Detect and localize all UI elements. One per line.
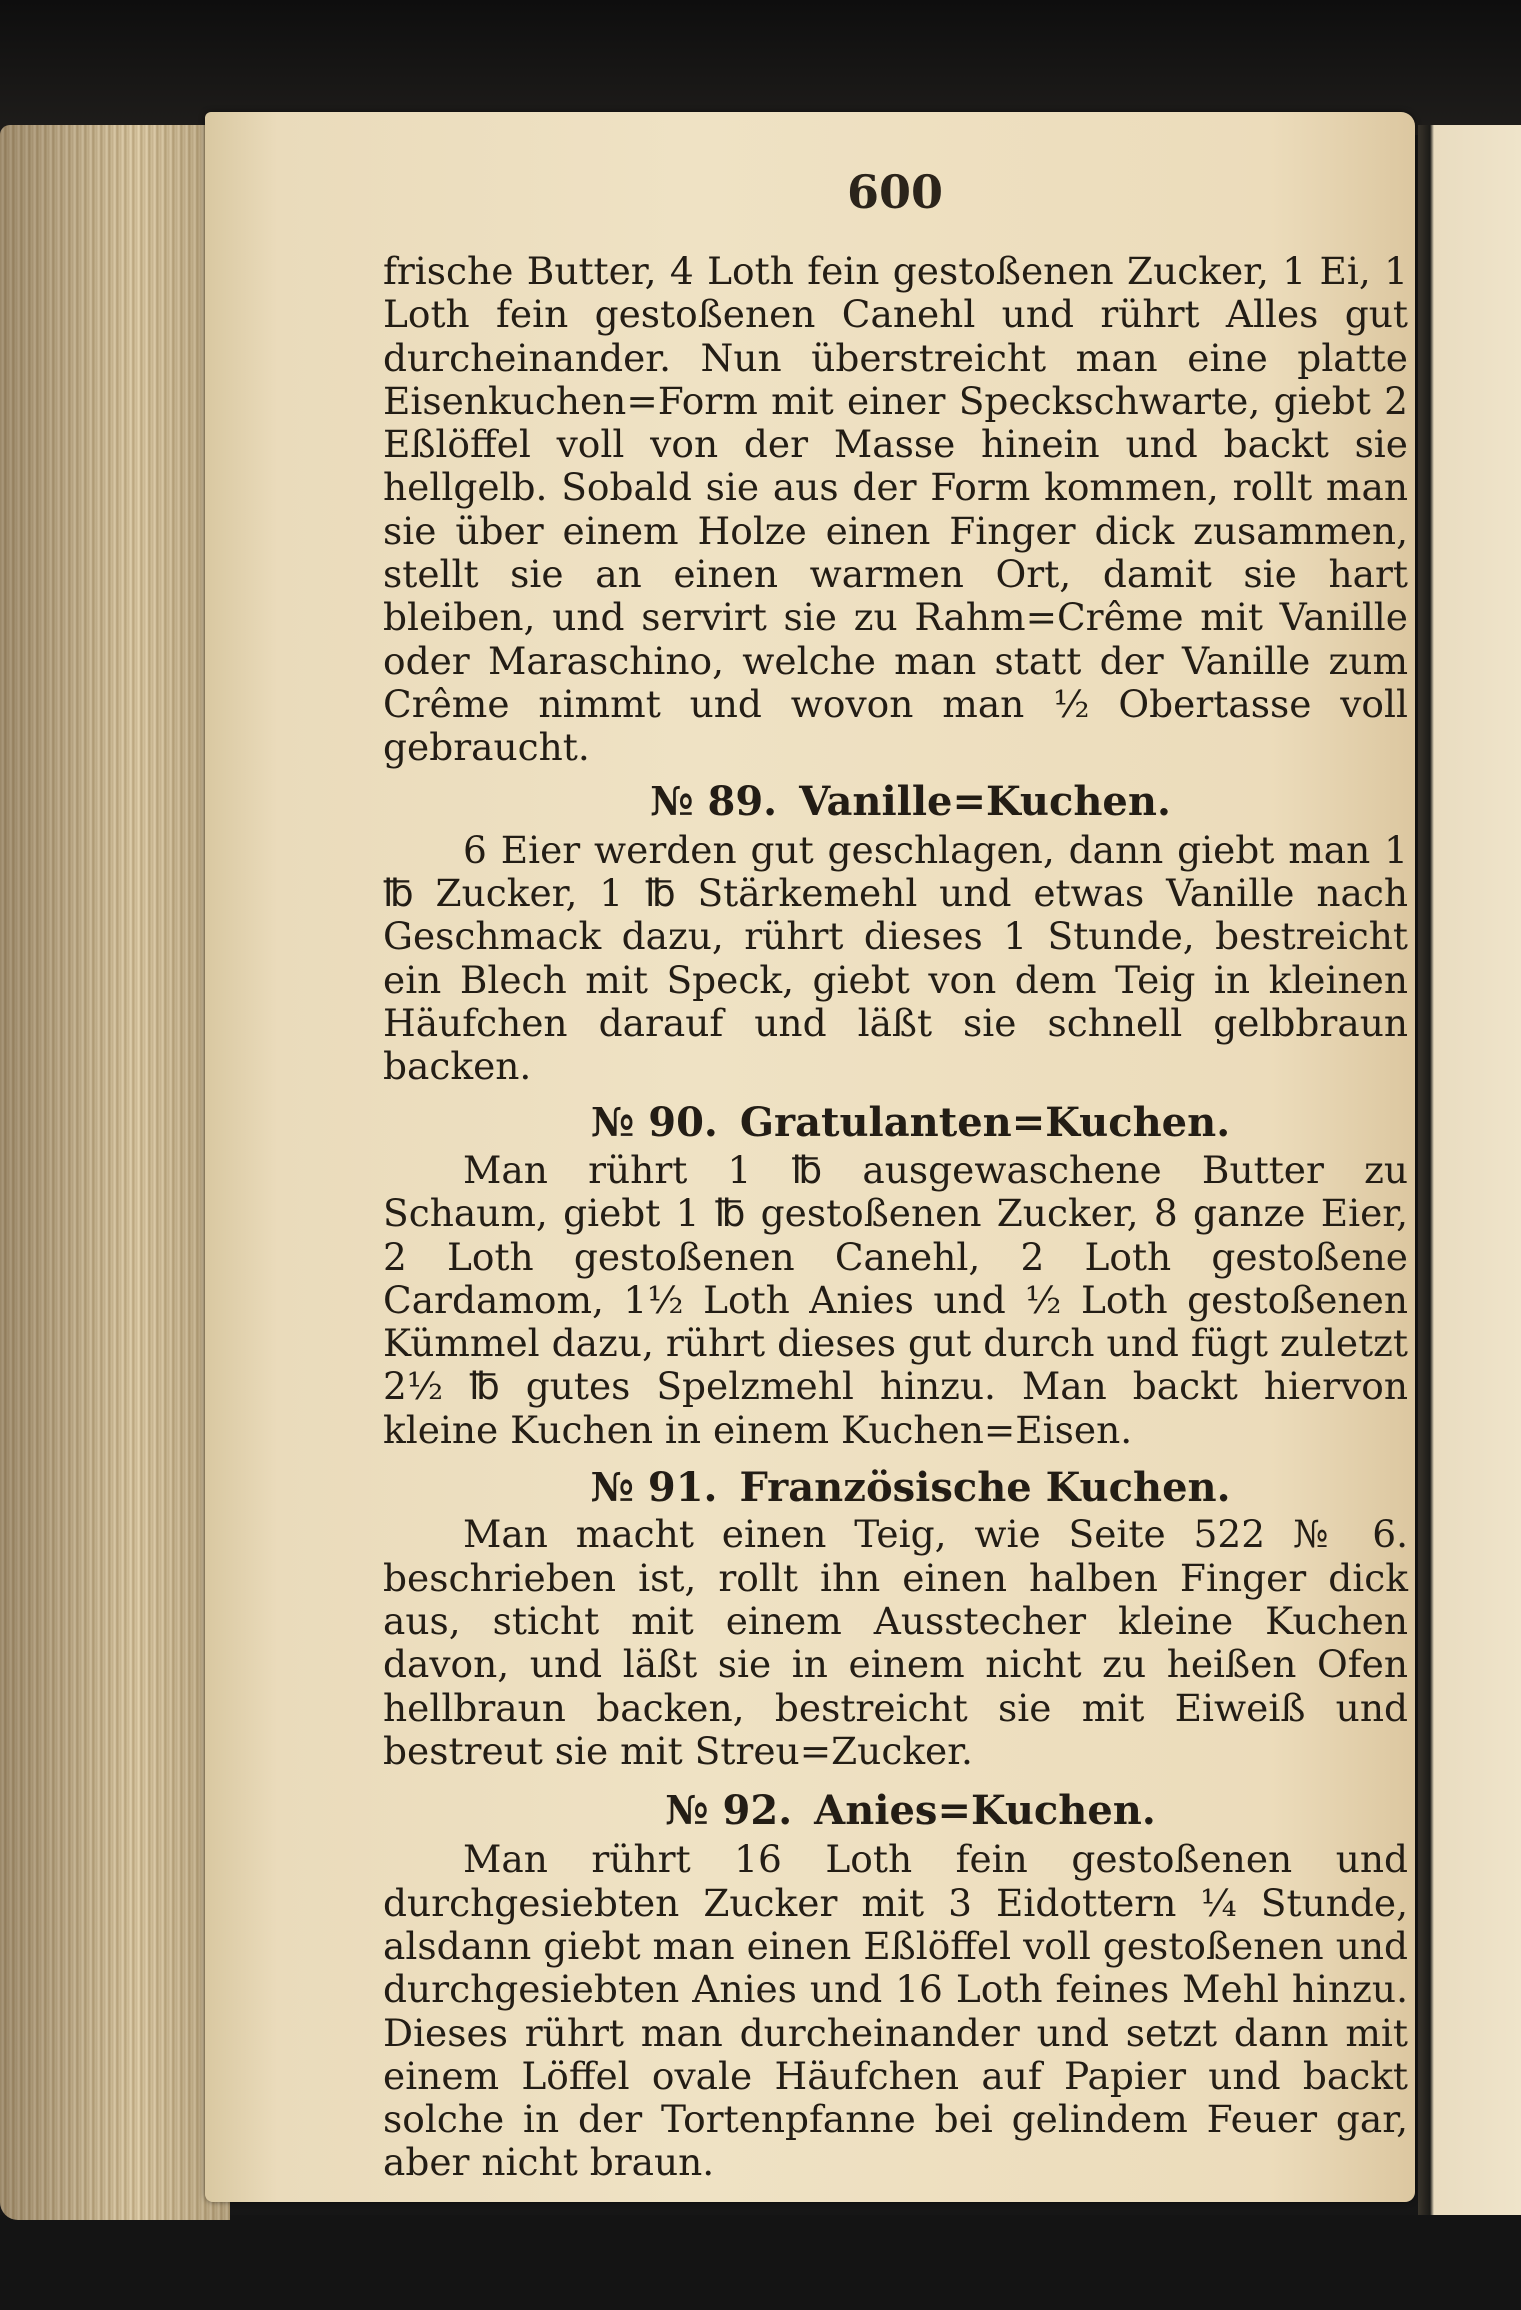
recipe-number: № 90.	[590, 1098, 718, 1146]
recipe-number: № 89.	[650, 777, 778, 825]
recipe-title: Französische Kuchen.	[739, 1464, 1231, 1512]
recipe-title: Gratulanten=Kuchen.	[739, 1098, 1231, 1146]
recipe-title: Vanille=Kuchen.	[799, 777, 1171, 825]
facing-page-strip	[1418, 125, 1521, 2215]
recipe-number: № 91.	[590, 1464, 718, 1512]
recipe-text-92: Man rührt 16 Loth fein gestoßenen und durchgesiebten Zucker mit 3 Eidottern ¼ Stunde, alsdann giebt man einen Eßlöffel voll gestoßenen und durchgesiebten Anies und 16 Loth feines Mehl hinzu. Dieses rührt man durcheinander und setzt dann mit einem Löffel ovale Häufchen auf Papier und backt solche in der Tortenpfanne bei gelindem Feuer gar, aber nicht braun.	[383, 1837, 1408, 2185]
recipe-text-91: Man macht einen Teig, wie Seite 522 № 6. beschrieben ist, rollt ihn einen halben Finger dick aus, sticht mit einem Ausstecher kleine Kuchen davon, und läßt sie in einem nicht zu heißen Ofen hellbraun backen, bestreicht sie mit Eiweiß und bestreut sie mit Streu=Zucker.	[383, 1512, 1408, 1773]
recipe-heading-92	[383, 1787, 1408, 1835]
intro-paragraph: frische Butter, 4 Loth fein gestoßenen Zucker, 1 Ei, 1 Loth fein gestoßenen Canehl und rührt Alles gut durcheinander. Nun überstreicht man eine platte Eisenkuchen=Form mit einer Speckschwarte, giebt 2 Eßlöffel voll von der Masse hinein und backt sie hellgelb. Sobald sie aus der Form kommen, rollt man sie über einem Holze einen Finger dick zusammen, stellt sie an einen warmen Ort, damit sie hart bleiben, und servirt sie zu Rahm=Crême mit Vanille oder Maraschino, welche man statt der Vanille zum Crême nimmt und wovon man ½ Obertasse voll gebraucht.	[383, 249, 1408, 770]
recipe-title: Anies=Kuchen.	[814, 1787, 1156, 1835]
background-bottom	[0, 2215, 1521, 2310]
recipe-heading-91	[383, 1464, 1408, 1512]
recipe-text-90: Man rührt 1 ℔ ausgewaschene Butter zu Schaum, giebt 1 ℔ gestoßenen Zucker, 8 ganze Eier, 2 Loth gestoßenen Canehl, 2 Loth gestoßene Cardamom, 1½ Loth Anies und ½ Loth gestoßenen Kümmel dazu, rührt dieses gut durch und fügt zuletzt 2½ ℔ gutes Spelzmehl hinzu. Man backt hiervon kleine Kuchen in einem Kuchen=Eisen.	[383, 1147, 1408, 1452]
page-number: 600	[846, 165, 944, 219]
page-text	[383, 250, 1408, 2185]
recipe-number: № 92.	[665, 1787, 793, 1835]
recipe-heading-90	[383, 1098, 1408, 1146]
recipe-text-89: 6 Eier werden gut geschlagen, dann giebt man 1 ℔ Zucker, 1 ℔ Stärkemehl und etwas Vanille nach Geschmack dazu, rührt dieses 1 Stunde, bestreicht ein Blech mit Speck, giebt von dem Teig in kleinen Häufchen darauf und läßt sie schnell gelbbraun backen.	[383, 827, 1408, 1089]
recipe-heading-89	[383, 777, 1408, 825]
book-page-edges-shade	[0, 125, 230, 2220]
